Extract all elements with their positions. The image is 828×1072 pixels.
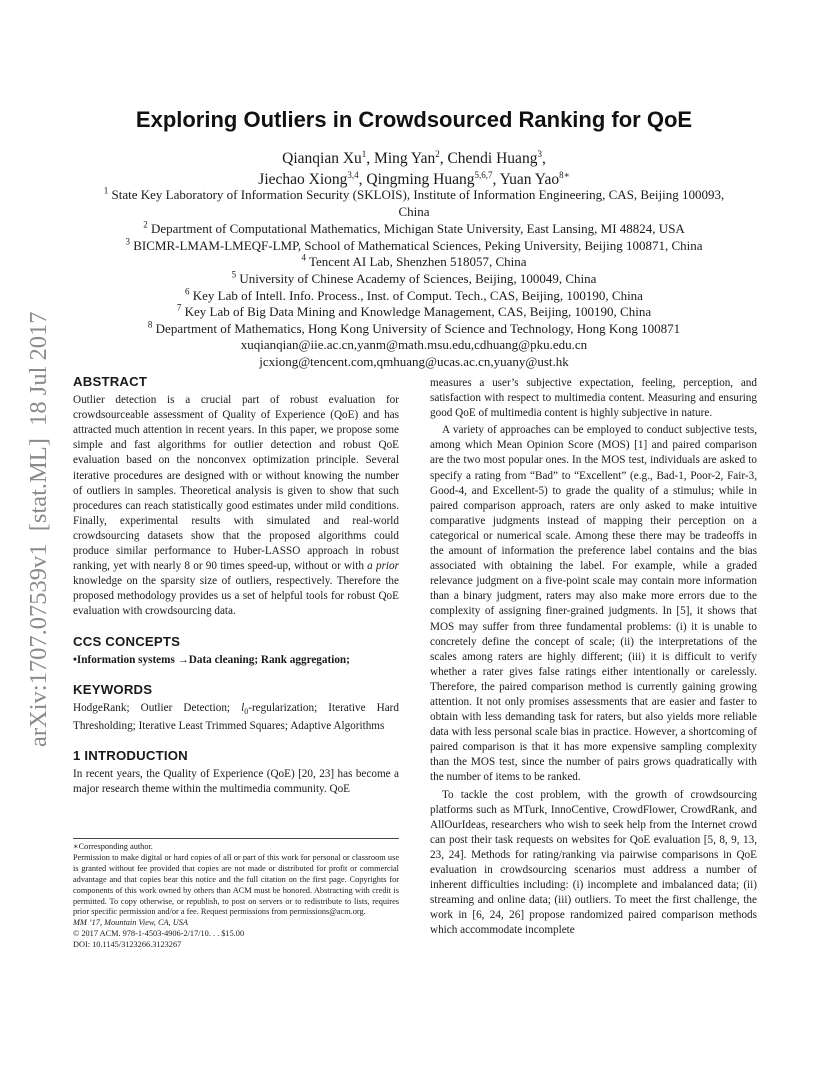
ccs-text: •Information systems →Data cleaning; Rank aggregation; xyxy=(73,653,350,666)
abstract-text: Outlier detection is a crucial part of robust evaluation for crowdsourceable assessment of Quality of Experience (QoE) and has attracted much attention in recent years. In this paper, we propose some simple and fast algorithms for outlier detection and robust QoE evaluation based on the nonconvex optimization principle. Several iterative procedures are designed with or without knowing the number of outliers in samples. Theoretical analysis is given to show that such procedures can reach statistically good estimates under mild conditions. Finally, experimental results with simulated and real-world crowdsourcing datasets show that the proposed algorithms could produce similar performance to Huber-LASSO approach in robust ranking, yet with nearly 8 or 90 times speed-up, without or with a prior knowledge on the sparsity size of outliers, respectively. Therefore the proposed methodology provides us a set of helpful tools for robust QoE evaluation with crowdsourcing data. xyxy=(73,394,399,618)
permission-note: Permission to make digital or hard copies of all or part of this work for personal or classroom use is granted without fee provided that copies are not made or distributed for profit or commercial advantage and that copies bear this notice and the full citation on the first page. Copyrights for components of this work owned by others than ACM must be honored. Abstracting with credit is permitted. To copy otherwise, or republish, to post on servers or to redistribute to lists, requires prior specific permission and/or a fee. Request permissions from permissions@acm.org. xyxy=(73,852,399,917)
author-line-2: Jiechao Xiong$^{3,4}$, Qingming Huang$^{5,6,7}$, Yuan Yao$^{8∗}$ xyxy=(258,169,570,188)
affiliations xyxy=(90,187,738,371)
doi: DOI: 10.1145/3123266.3123267 xyxy=(73,940,182,950)
affiliation-item: $^8$ Department of Mathematics, Hong Kong University of Science and Technology, Hong Kong 100871 xyxy=(147,319,681,336)
left-column xyxy=(73,374,399,797)
email-line: xuqianqian@iie.ac.cn,yanm@math.msu.edu,cdhuang@pku.edu.cn xyxy=(240,337,588,353)
keywords-text: HodgeRank; Outlier Detection; $l_0$-regularization; Iterative Hard Thresholding; Iterative Least Trimmed Squares; Adaptive Algorithms xyxy=(73,701,399,733)
corresponding-note: ∗Corresponding author. xyxy=(73,842,153,851)
author-list xyxy=(100,148,728,190)
affiliation-item: $^3$ BICMR-LMAM-LMEQF-LMP, School of Mathematical Sciences, Peking University, Beijing 100871, China xyxy=(125,236,703,253)
email-line: jcxiong@tencent.com,qmhuang@ucas.ac.cn,yuany@ust.hk xyxy=(259,353,569,369)
ccs-heading: CCS CONCEPTS xyxy=(73,633,181,649)
footnote xyxy=(73,838,399,951)
author-line-1: Qianqian Xu$^1$, Ming Yan$^2$, Chendi Huang$^3$, xyxy=(282,148,546,167)
intro-left-text: In recent years, the Quality of Experience (QoE) [20, 23] has become a major research theme within the multimedia community. QoE xyxy=(73,768,399,796)
intro-paragraph: A variety of approaches can be employed to conduct subjective tests, among which Mean Opinion Score (MOS) [1] and paired comparison are the two most popular ones. In the MOS test, individuals are asked to specify a rating from “Bad” to “Excellent” (e.g., Bad-1, Poor-2, Fair-3, Good-4, and Excellent-5) to grade the quality of a stimulus; while in paired comparison approach, raters are only asked to make intuitive comparative judgments instead of mapping their perception on a categorical or numerical scale. Among these there may be tradeoffs in the amount of information the preference label contains and the bias associated with obtaining the label. For example, while a graded relevance judgment on a five-point scale may contain more information than a binary judgment, raters may also make more errors due to the complexity of assigning finer-grained judgments. In [5], it shows that MOS may suffer from three fundamental problems: (i) it is unable to concretely define the concept of scale; (ii) the interpretations of the scales among raters are highly different; (iii) it is difficult to verify whether a rater gives false ratings either intentionally or carelessly. Therefore, the paired comparison method is currently gaining growing attention. It not only promises assessments that are easier and faster to obtain with less demanding task for raters, but also yields more reliable data with less personal scale bias in practice. However, a shortcoming of paired comparison is that it has more expensive sampling complexity than the MOS test, since the number of pairs grows quadratically with the number of items to be ranked. xyxy=(430,424,757,784)
venue: MM ’17, Mountain View, CA, USA xyxy=(73,918,188,928)
arxiv-sidebar xyxy=(25,311,55,747)
copyright: © 2017 ACM. 978-1-4503-4906-2/17/10. . . $15.00 xyxy=(73,929,245,939)
intro-paragraph: To tackle the cost problem, with the growth of crowdsourcing platforms such as MTurk, InnoCentive, CrowdFlower, CrowdRank, and AllOurIdeas, researchers who wish to seek help from the Internet crowd can post their task requests on websites for QoE evaluation [5, 8, 9, 13, 23, 24]. Methods for rating/ranking via pairwise comparisons in QoE evaluation in crowdsourcing scenarios must address a number of inherent difficulties including: (i) incomplete and imbalanced data; (ii) streaming and online data; (iii) outliers. To meet the first challenge, the work in [6, 24, 26] propose randomized paired comparison methods which accommodate incomplete xyxy=(430,788,757,937)
intro-paragraph: measures a user’s subjective expectation, feeling, perception, and satisfaction with respect to multimedia content. Measuring and ensuring good QoE of multimedia content is highly subjective in nature. xyxy=(430,377,757,420)
keywords-heading: KEYWORDS xyxy=(73,681,153,697)
affiliation-item: $^4$ Tencent AI Lab, Shenzhen 518057, China xyxy=(301,253,527,270)
affiliation-item: $^5$ University of Chinese Academy of Sciences, Beijing, 100049, China xyxy=(231,269,597,286)
paper-title: Exploring Outliers in Crowdsourced Ranking for QoE xyxy=(135,107,693,132)
arxiv-id: arXiv:1707.07539v1 [stat.ML] 18 Jul 2017 xyxy=(25,311,52,747)
affiliation-item: $^6$ Key Lab of Intell. Info. Process., Inst. of Comput. Tech., CAS, Beijing, 100190, China xyxy=(185,286,643,303)
affiliation-item: $^1$ State Key Laboratory of Information Security (SKLOIS), Institute of Information Engineering, CAS, Beijing 100093, China xyxy=(103,185,725,219)
introduction-heading: 1 INTRODUCTION xyxy=(73,748,188,764)
right-column xyxy=(430,376,757,938)
abstract-heading: ABSTRACT xyxy=(73,374,148,389)
affiliation-item: $^7$ Key Lab of Big Data Mining and Knowledge Management, CAS, Beijing, 100190, China xyxy=(176,302,652,320)
affiliation-item: $^2$ Department of Computational Mathematics, Michigan State University, East Lansing, MI 48824, USA xyxy=(143,219,685,237)
